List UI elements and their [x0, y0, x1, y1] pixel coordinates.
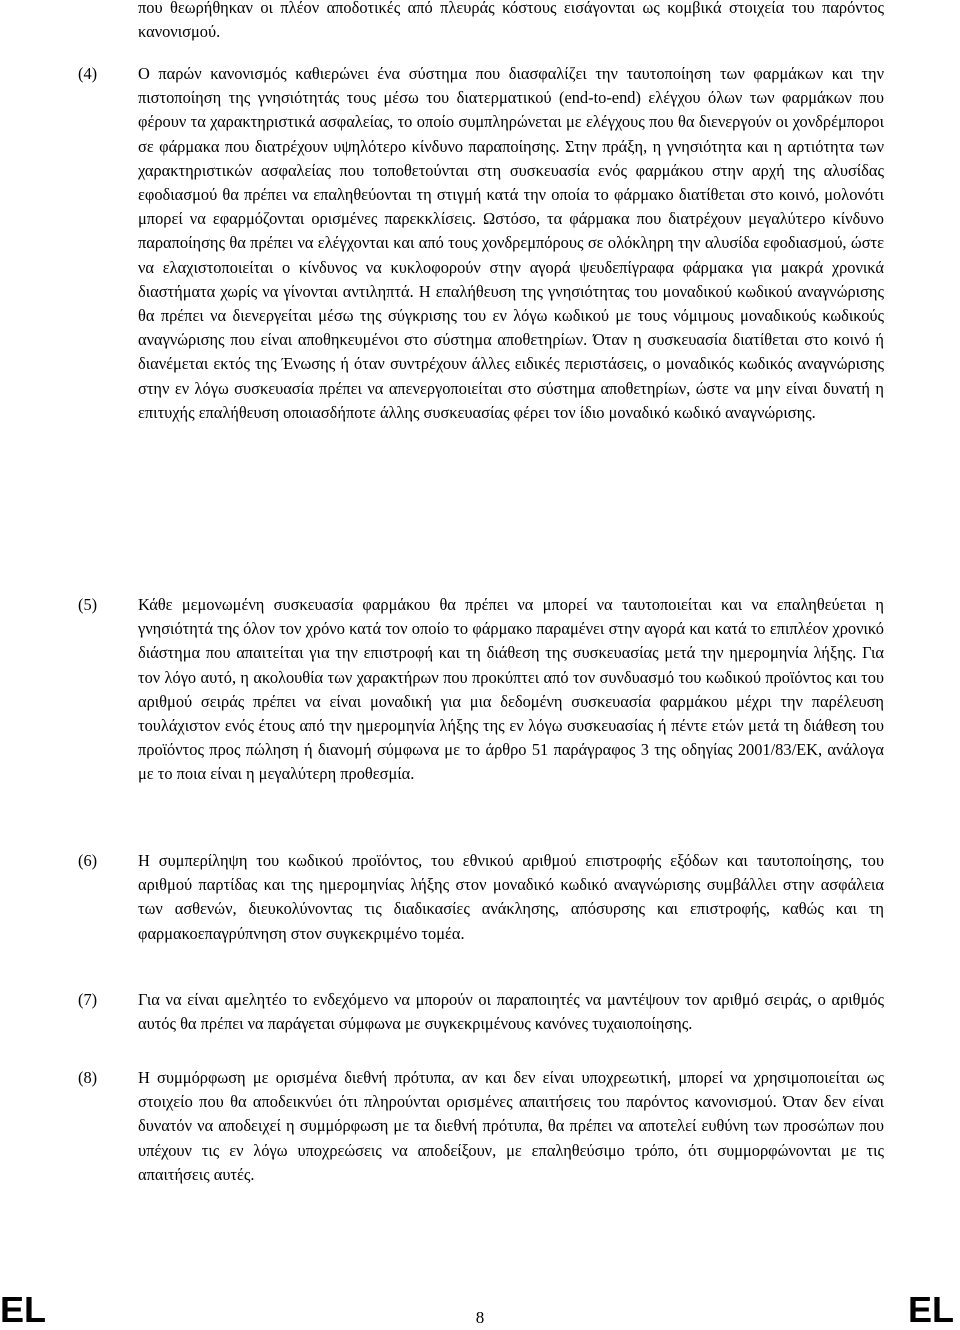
paragraph-text-8: Η συμμόρφωση με ορισμένα διεθνή πρότυπα, αν και δεν είναι υποχρεωτική, μπορεί να χρησιμοποιείται ως στοιχείο που θα αποδεικνύει ότι πληρούνται ορισμένες απαιτήσεις του παρόντος κανονισμού. Όταν δεν είναι δυνατόν να αποδειχεί η συμμόρφωση με τα διεθνή πρότυπα, θα πρέπει να αποτελεί ευθύνη των προσώπων που υπέχουν τις εν λόγω υποχρεώσεις να αποδείξουν, με επαληθεύσιμο τρόπο, ότι συμμορφώνονται με τις απαιτήσεις αυτές. — [138, 1068, 884, 1184]
paragraph-text-7: Για να είναι αμελητέο το ενδεχόμενο να μπορούν οι παραποιητές να μαντέψουν τον αριθμό σειράς, ο αριθμός αυτός θα πρέπει να παράγεται σύμφωνα με συγκεκριμένους κανόνες τυχαιοποίησης. — [138, 990, 884, 1034]
paragraph-number-6: (6) — [78, 851, 98, 870]
paragraph-text-5: Κάθε μεμονωμένη συσκευασία φαρμάκου θα πρέπει να μπορεί να ταυτοποιείται και να επαληθεύεται η γνησιότητά της όλον τον χρόνο κατά τον οποίο το φάρμακο παραμένει στην αγορά και κατά το επιπλέον χρονικό διάστημα που απαιτείται για την επιστροφή και τη διάθεση της συσκευασίας μετά την ημερομηνία λήξης. Για τον λόγο αυτό, η ακολουθία των χαρακτήρων που προκύπτει από τον συνδυασμό του κωδικού προϊόντος και του αριθμού σειράς πρέπει να είναι μοναδική για μια δεδομένη συσκευασία φαρμάκου μέχρι την παρέλευση τουλάχιστον ενός έτους από την ημερομηνία λήξης της εν λόγω συσκευασίας ή πέντε ετών μετά τη διάθεση του προϊόντος προς πώληση ή διανομή σύμφωνα με το άρθρο 51 παράγραφος 3 της οδηγίας 2001/83/ΕΚ, ανάλογα με το ποια είναι η μεγαλύτερη προθεσμία. — [138, 595, 884, 784]
paragraph-number-5: (5) — [78, 595, 98, 614]
continuation-paragraph: που θεωρήθηκαν οι πλέον αποδοτικές από πλευράς κόστους εισάγονται ως κομβικά στοιχεία του παρόντος κανονισμού. — [138, 0, 884, 42]
footer-language-right: EL — [907, 1289, 954, 1330]
paragraph-number-4: (4) — [78, 64, 98, 83]
paragraph-text-4: Ο παρών κανονισμός καθιερώνει ένα σύστημα που διασφαλίζει την ταυτοποίηση των φαρμάκων και την πιστοποίηση της γνησιότητάς τους μέσω του διατερματικού (end-to-end) ελέγχου όλων των φαρμάκων που φέρουν τα χαρακτηριστικά ασφαλείας, το οποίο συμπληρώνεται με ελέγχους που θα διενεργούν οι χονδρέμποροι σε φάρμακα που διατρέχουν υψηλότερο κίνδυνο παραποίησης. Στην πράξη, η γνησιότητα και η αρτιότητα των χαρακτηριστικών ασφαλείας που τοποθετούνται στη συσκευασία ενός φαρμάκου στην αρχή της αλυσίδας εφοδιασμού θα πρέπει να επαληθεύονται τη στιγμή κατά την οποία το φάρμακο διατίθεται στο κοινό, μολονότι μπορεί να εφαρμόζονται ορισμένες παρεκκλίσεις. Ωστόσο, τα φάρμακα που διατρέχουν μεγαλύτερο κίνδυνο παραποίησης θα πρέπει να ελέγχονται και από τους χονδρεμπόρους σε ολόκληρη την αλυσίδα εφοδιασμού, ώστε να ελαχιστοποιείται ο κίνδυνος να κυκλοφορούν στην αγορά ψευδεπίγραφα φάρμακα για μακρά χρονικά διαστήματα χωρίς να γίνονται αντιληπτά. Η επαλήθευση της γνησιότητας του μοναδικού κωδικού αναγνώρισης θα πρέπει να διενεργείται μέσω της σύγκρισης του εν λόγω κωδικού με τους νόμιμους μοναδικούς κωδικούς αναγνώρισης που είναι αποθηκευμένοι στο σύστημα αποθετηρίων. Όταν η συσκευασία διατίθεται στο κοινό ή διανέμεται εκτός της Ένωσης ή όταν συντρέχουν άλλες ειδικές περιστάσεις, ο μοναδικός κωδικός αναγνώρισης στην εν λόγω συσκευασία πρέπει να απενεργοποιείται στο σύστημα αποθετηρίων, ώστε να μην είναι δυνατή η επιτυχής επαλήθευση οποιασδήποτε άλλης συσκευασίας φέρει τον ίδιο μοναδικό κωδικό αναγνώρισης. — [138, 64, 884, 422]
paragraph-number-8: (8) — [78, 1068, 98, 1087]
footer-language-left: EL — [0, 1289, 47, 1330]
paragraph-number-7: (7) — [78, 990, 98, 1009]
paragraph-text-6: Η συμπερίληψη του κωδικού προϊόντος, του εθνικού αριθμού επιστροφής εξόδων και ταυτοποίησης, του αριθμού παρτίδας και της ημερομηνίας λήξης στον μοναδικό κωδικό αναγνώρισης συμβάλλει στην ασφάλεια των ασθενών, διευκολύνοντας τις διαδικασίες ανάκλησης, απόσυρσης και επιστροφής, καθώς και τη φαρμακοεπαγρύπνηση στον συγκεκριμένο τομέα. — [138, 851, 884, 943]
footer-page-number: 8 — [475, 1308, 485, 1327]
